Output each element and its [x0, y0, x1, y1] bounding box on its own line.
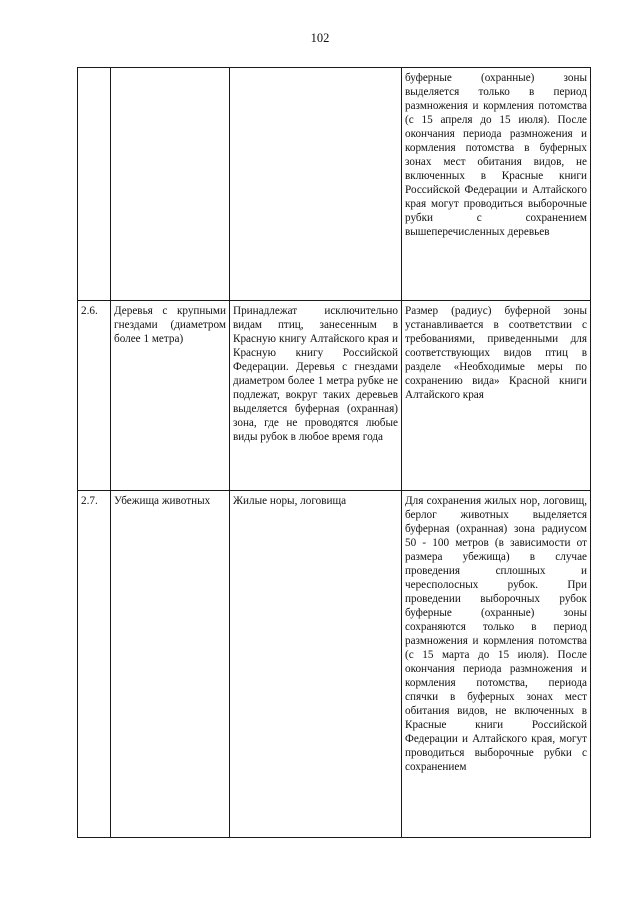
object-cell: Деревья с крупными гнездами (диаметром более 1 метра) — [111, 301, 230, 491]
requirement-cell: буферные (охранные) зоны выделяется только в период размножения и кормления потомства (с 15 апреля до 15 июля). После окончания периода размножения и кормления потомства в буферных зонах мест обитания видов, не включенных в Красные книги Российской Федерации и Алтайского края могут проводиться выборочные рубки с сохранением вышеперечисленных деревьев — [402, 68, 591, 301]
object-cell: Убежища животных — [111, 491, 230, 838]
requirements-table — [77, 67, 591, 838]
page-number: 102 — [310, 31, 330, 45]
description-cell: Принадлежат исключительно видам птиц, занесенным в Красную книгу Алтайского края и Красную книгу Российской Федерации. Деревья с гнездами диаметром более 1 метра рубке не подлежат, вокруг таких деревьев выделяется буферная (охранная) зона, где не проводятся любые виды рубок в любое время года — [230, 301, 402, 491]
table-row — [78, 491, 591, 838]
description-cell: Жилые норы, логовища — [230, 491, 402, 838]
table-row — [78, 68, 591, 301]
row-number-cell: 2.7. — [78, 491, 111, 838]
row-number-cell: 2.6. — [78, 301, 111, 491]
requirement-cell: Для сохранения жилых нор, логовищ, берлог животных выделяется буферная (охранная) зона радиусом 50 - 100 метров (в зависимости от размера убежища) в случае проведения сплошных и чересполосных рубок. При проведении выборочных рубок буферные (охранные) зоны сохраняются только в период размножения и кормления потомства (с 15 марта до 15 июля). После окончания периода размножения и кормления потомства, периода спячки в буферных зонах мест обитания видов, не включенных в Красные книги Российской Федерации и Алтайского края, могут проводиться выборочные рубки с сохранением — [402, 491, 591, 838]
row-number-cell — [78, 68, 111, 301]
table-row — [78, 301, 591, 491]
object-cell — [111, 68, 230, 301]
description-cell — [230, 68, 402, 301]
requirement-cell: Размер (радиус) буферной зоны устанавливается в соответствии с требованиями, приведенными для соответствующих видов птиц в разделе «Необходимые меры по сохранению вида» Красной книги Алтайского края — [402, 301, 591, 491]
